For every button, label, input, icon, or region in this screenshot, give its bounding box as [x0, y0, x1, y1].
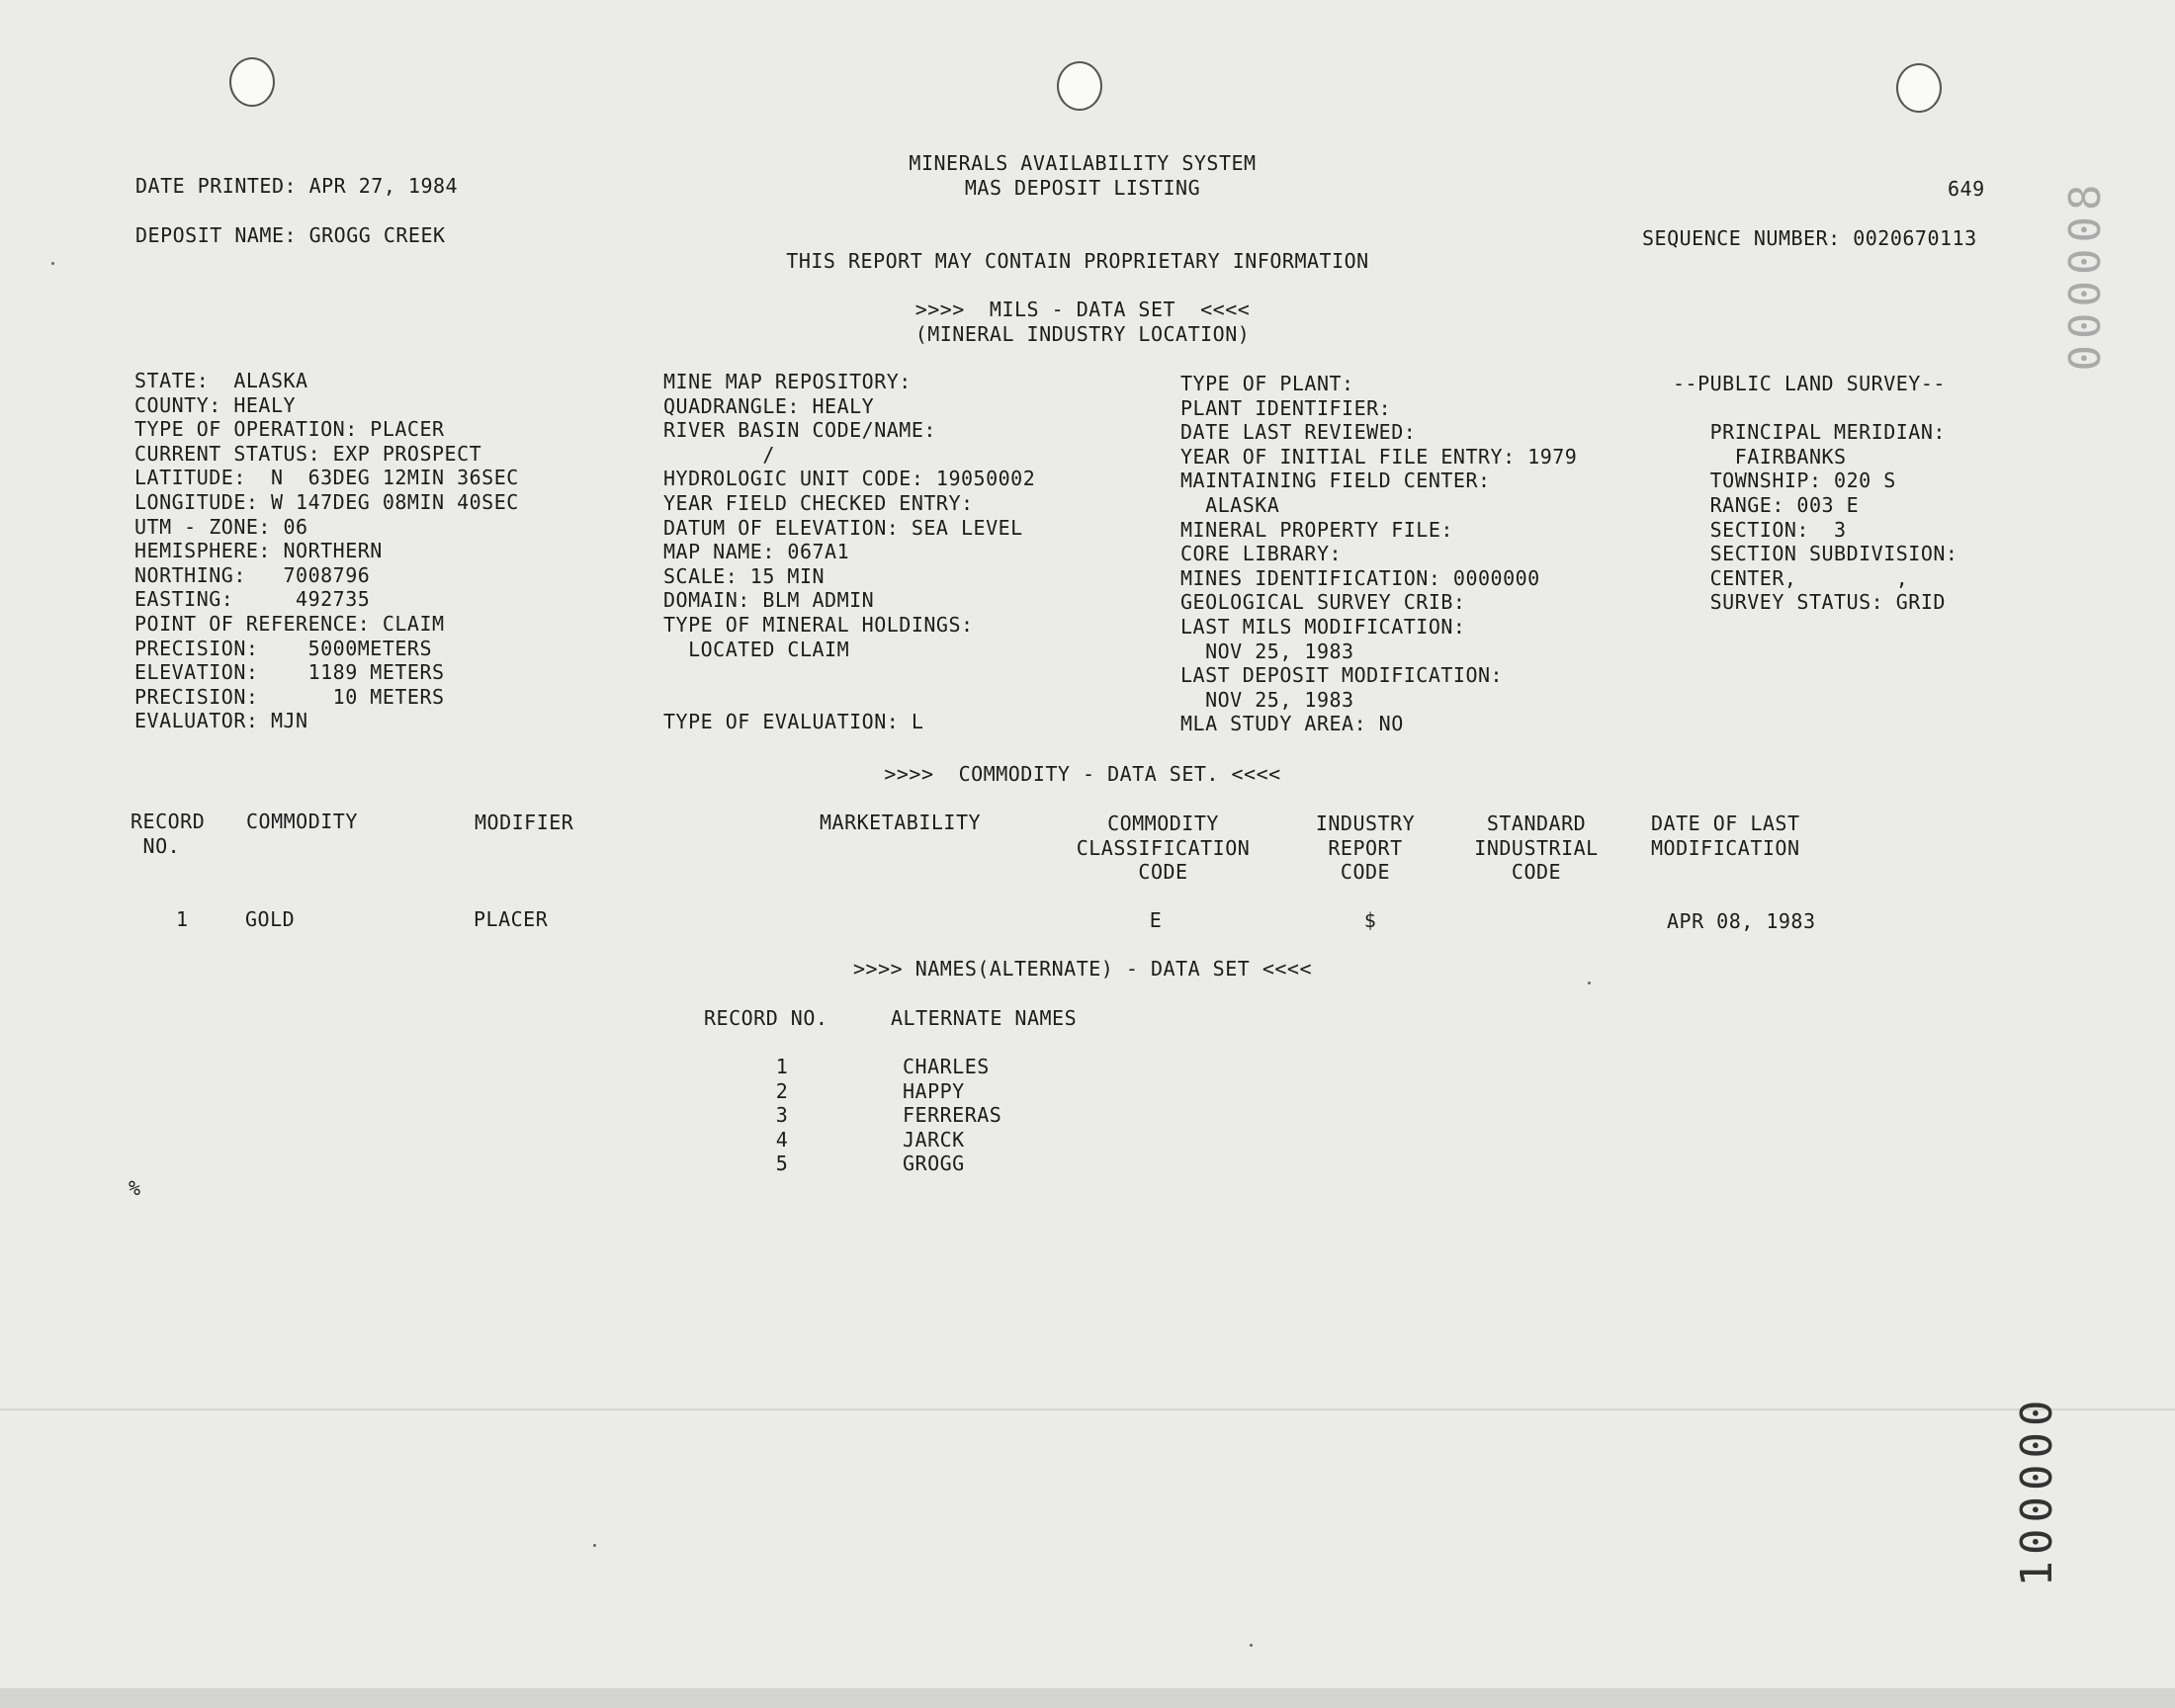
mils-field: CORE LIBRARY: — [1180, 542, 1343, 566]
header-line: REPORT — [1328, 835, 1403, 860]
survey-field: SURVEY STATUS: GRID — [1673, 590, 1946, 615]
survey-field: FAIRBANKS — [1673, 444, 1847, 469]
name-record-no: 5 — [775, 1152, 789, 1176]
header-line: RECORD — [130, 810, 206, 833]
name-record-no: 1 — [775, 1055, 789, 1078]
cell-commodity: GOLD — [245, 907, 296, 931]
list-item: FERRERAS — [903, 1103, 1002, 1128]
mils-field: UTM - ZONE: 06 — [134, 514, 308, 539]
names-header-record: RECORD NO. — [704, 1006, 828, 1030]
header-line: CODE — [1511, 860, 1562, 885]
mils-field: PRECISION: 10 METERS — [134, 684, 445, 709]
mils-field: TYPE OF OPERATION: PLACER — [134, 417, 445, 442]
mils-field: PRECISION: 5000METERS — [134, 636, 432, 660]
mils-field — [663, 661, 1035, 686]
survey-field: SECTION: 3 — [1673, 517, 1847, 542]
names-header-names: ALTERNATE NAMES — [891, 1006, 1078, 1030]
commodity-title: >>>> COMMODITY - DATA SET. <<<< — [884, 762, 1281, 786]
mils-field: POINT OF REFERENCE: CLAIM — [134, 611, 445, 636]
mils-field: LAST DEPOSIT MODIFICATION: — [1180, 663, 1504, 688]
survey-field: CENTER, , — [1673, 565, 1909, 590]
listing-title: MAS DEPOSIT LISTING — [964, 176, 1201, 200]
mils-field: ELEVATION: 1189 METERS — [134, 660, 445, 685]
mils-field: LAST MILS MODIFICATION: — [1180, 614, 1466, 639]
mils-field: DOMAIN: BLM ADMIN — [663, 588, 875, 613]
survey-field — [1673, 396, 1958, 421]
system-title: MINERALS AVAILABILITY SYSTEM — [909, 151, 1257, 175]
mils-field: MINES IDENTIFICATION: 0000000 — [1180, 565, 1540, 590]
survey-field: SECTION SUBDIVISION: — [1673, 542, 1958, 566]
header-line: COMMODITY — [246, 810, 358, 833]
mils-field: MLA STUDY AREA: NO — [1180, 712, 1404, 736]
header-line: CODE — [1340, 860, 1391, 885]
mils-field: HYDROLOGIC UNIT CODE: 19050002 — [663, 467, 1036, 491]
survey-field: PRINCIPAL MERIDIAN: — [1673, 420, 1946, 445]
mils-field: NOV 25, 1983 — [1180, 687, 1354, 712]
public-land-survey — [1673, 372, 1958, 615]
name-record-no: 2 — [775, 1078, 789, 1103]
mils-field: DATUM OF ELEVATION: SEA LEVEL — [663, 515, 1023, 540]
mils-field: SCALE: 15 MIN — [663, 563, 826, 588]
header-line: INDUSTRIAL — [1474, 835, 1599, 860]
mils-field: LOCATED CLAIM — [663, 637, 850, 661]
names-title: >>>> NAMES(ALTERNATE) - DATA SET <<<< — [852, 957, 1313, 981]
names-record-numbers — [767, 1055, 797, 1176]
header-line: STANDARD — [1486, 811, 1587, 835]
mils-field: EVALUATOR: MJN — [134, 709, 308, 733]
mils-field: MINE MAP REPOSITORY: — [663, 370, 912, 393]
cell-record: 1 — [176, 907, 189, 931]
margin-stamp-top: 000008 — [2060, 178, 2111, 372]
date-printed: DATE PRINTED: APR 27, 1984 — [135, 174, 459, 198]
mils-title: >>>> MILS - DATA SET <<<< — [914, 298, 1251, 321]
cell-date: APR 08, 1983 — [1667, 909, 1816, 933]
mils-field — [663, 686, 1035, 711]
margin-stamp: 100000 — [2012, 1394, 2062, 1587]
scan-speck — [1588, 982, 1591, 984]
footer-mark: % — [129, 1176, 141, 1200]
mils-field: PLANT IDENTIFIER: — [1180, 395, 1392, 420]
mils-field: EASTING: 492735 — [134, 587, 371, 612]
mils-field: STATE: ALASKA — [134, 369, 308, 392]
header-line: CLASSIFICATION — [1076, 835, 1251, 860]
names-list — [903, 1055, 1001, 1176]
col-header-modifier — [475, 811, 573, 835]
mils-column-location — [134, 369, 519, 733]
header-line: MARKETABILITY — [820, 811, 982, 834]
punch-hole — [1057, 61, 1102, 111]
survey-field: RANGE: 003 E — [1673, 492, 1860, 517]
mils-field: DATE LAST REVIEWED: — [1180, 420, 1417, 445]
survey-field: TOWNSHIP: 020 S — [1673, 469, 1896, 493]
col-header-marketability — [820, 811, 981, 835]
mils-field: YEAR OF INITIAL FILE ENTRY: 1979 — [1180, 444, 1578, 469]
mils-field: / — [663, 442, 775, 467]
mils-field: HEMISPHERE: NORTHERN — [134, 539, 383, 563]
header-line: NO. — [130, 833, 181, 858]
list-item: JARCK — [903, 1127, 965, 1152]
deposit-name: DEPOSIT NAME: GROGG CREEK — [135, 223, 446, 247]
mils-field: GEOLOGICAL SURVEY CRIB: — [1180, 590, 1466, 615]
col-header-industry — [1301, 811, 1430, 885]
header-line: MODIFIER — [475, 811, 574, 834]
mils-field: LATITUDE: N 63DEG 12MIN 36SEC — [134, 466, 519, 490]
header-line: CODE — [1138, 860, 1188, 885]
scan-streak — [0, 1409, 2175, 1410]
mils-field: MINERAL PROPERTY FILE: — [1180, 517, 1453, 542]
mils-field: NOV 25, 1983 — [1180, 639, 1354, 663]
mils-field: CURRENT STATUS: EXP PROSPECT — [134, 441, 482, 466]
col-header-standard — [1459, 811, 1613, 885]
sequence-number: SEQUENCE NUMBER: 0020670113 — [1642, 226, 1977, 250]
mils-subtitle: (MINERAL INDUSTRY LOCATION) — [914, 322, 1251, 346]
list-item: GROGG — [903, 1152, 965, 1176]
punch-hole — [1896, 63, 1942, 113]
mils-field: ALASKA — [1180, 492, 1280, 517]
page-number: 649 — [1948, 177, 1985, 201]
mils-field: MAINTAINING FIELD CENTER: — [1180, 469, 1491, 493]
header-line: MODIFICATION — [1651, 835, 1800, 860]
mils-field: NORTHING: 7008796 — [134, 562, 371, 587]
header-line: INDUSTRY — [1315, 811, 1416, 835]
cell-classification: E — [1149, 908, 1163, 932]
list-item: HAPPY — [903, 1078, 965, 1103]
cell-modifier: PLACER — [474, 907, 549, 931]
mils-column-plant — [1180, 372, 1577, 736]
mils-column-map — [663, 370, 1035, 734]
col-header-commodity — [246, 810, 358, 834]
mils-field: RIVER BASIN CODE/NAME: — [663, 418, 936, 443]
name-record-no: 3 — [775, 1103, 789, 1128]
mils-field: TYPE OF PLANT: — [1180, 372, 1354, 395]
col-header-date — [1651, 811, 1800, 860]
proprietary-notice: THIS REPORT MAY CONTAIN PROPRIETARY INFORMATION — [786, 249, 1369, 273]
scan-speck — [593, 1544, 596, 1547]
cell-industry: $ — [1363, 908, 1377, 932]
mils-field: MAP NAME: 067A1 — [663, 540, 850, 564]
mils-field: LONGITUDE: W 147DEG 08MIN 40SEC — [134, 489, 519, 514]
survey-heading: --PUBLIC LAND SURVEY-- — [1673, 372, 1946, 395]
col-header-classification — [1057, 811, 1269, 885]
mils-field: QUADRANGLE: HEALY — [663, 393, 875, 418]
scan-speck — [1250, 1644, 1253, 1647]
mils-field: COUNTY: HEALY — [134, 392, 297, 417]
list-item: CHARLES — [903, 1055, 990, 1078]
name-record-no: 4 — [775, 1127, 789, 1152]
scan-speck — [51, 262, 54, 265]
header-line: COMMODITY — [1107, 811, 1219, 835]
col-header-record — [130, 810, 205, 858]
mils-field: TYPE OF EVALUATION: L — [663, 710, 924, 734]
punch-hole — [229, 57, 275, 107]
header-line: DATE OF LAST — [1651, 811, 1800, 835]
mils-field: YEAR FIELD CHECKED ENTRY: — [663, 490, 974, 515]
mils-field: TYPE OF MINERAL HOLDINGS: — [663, 612, 974, 637]
